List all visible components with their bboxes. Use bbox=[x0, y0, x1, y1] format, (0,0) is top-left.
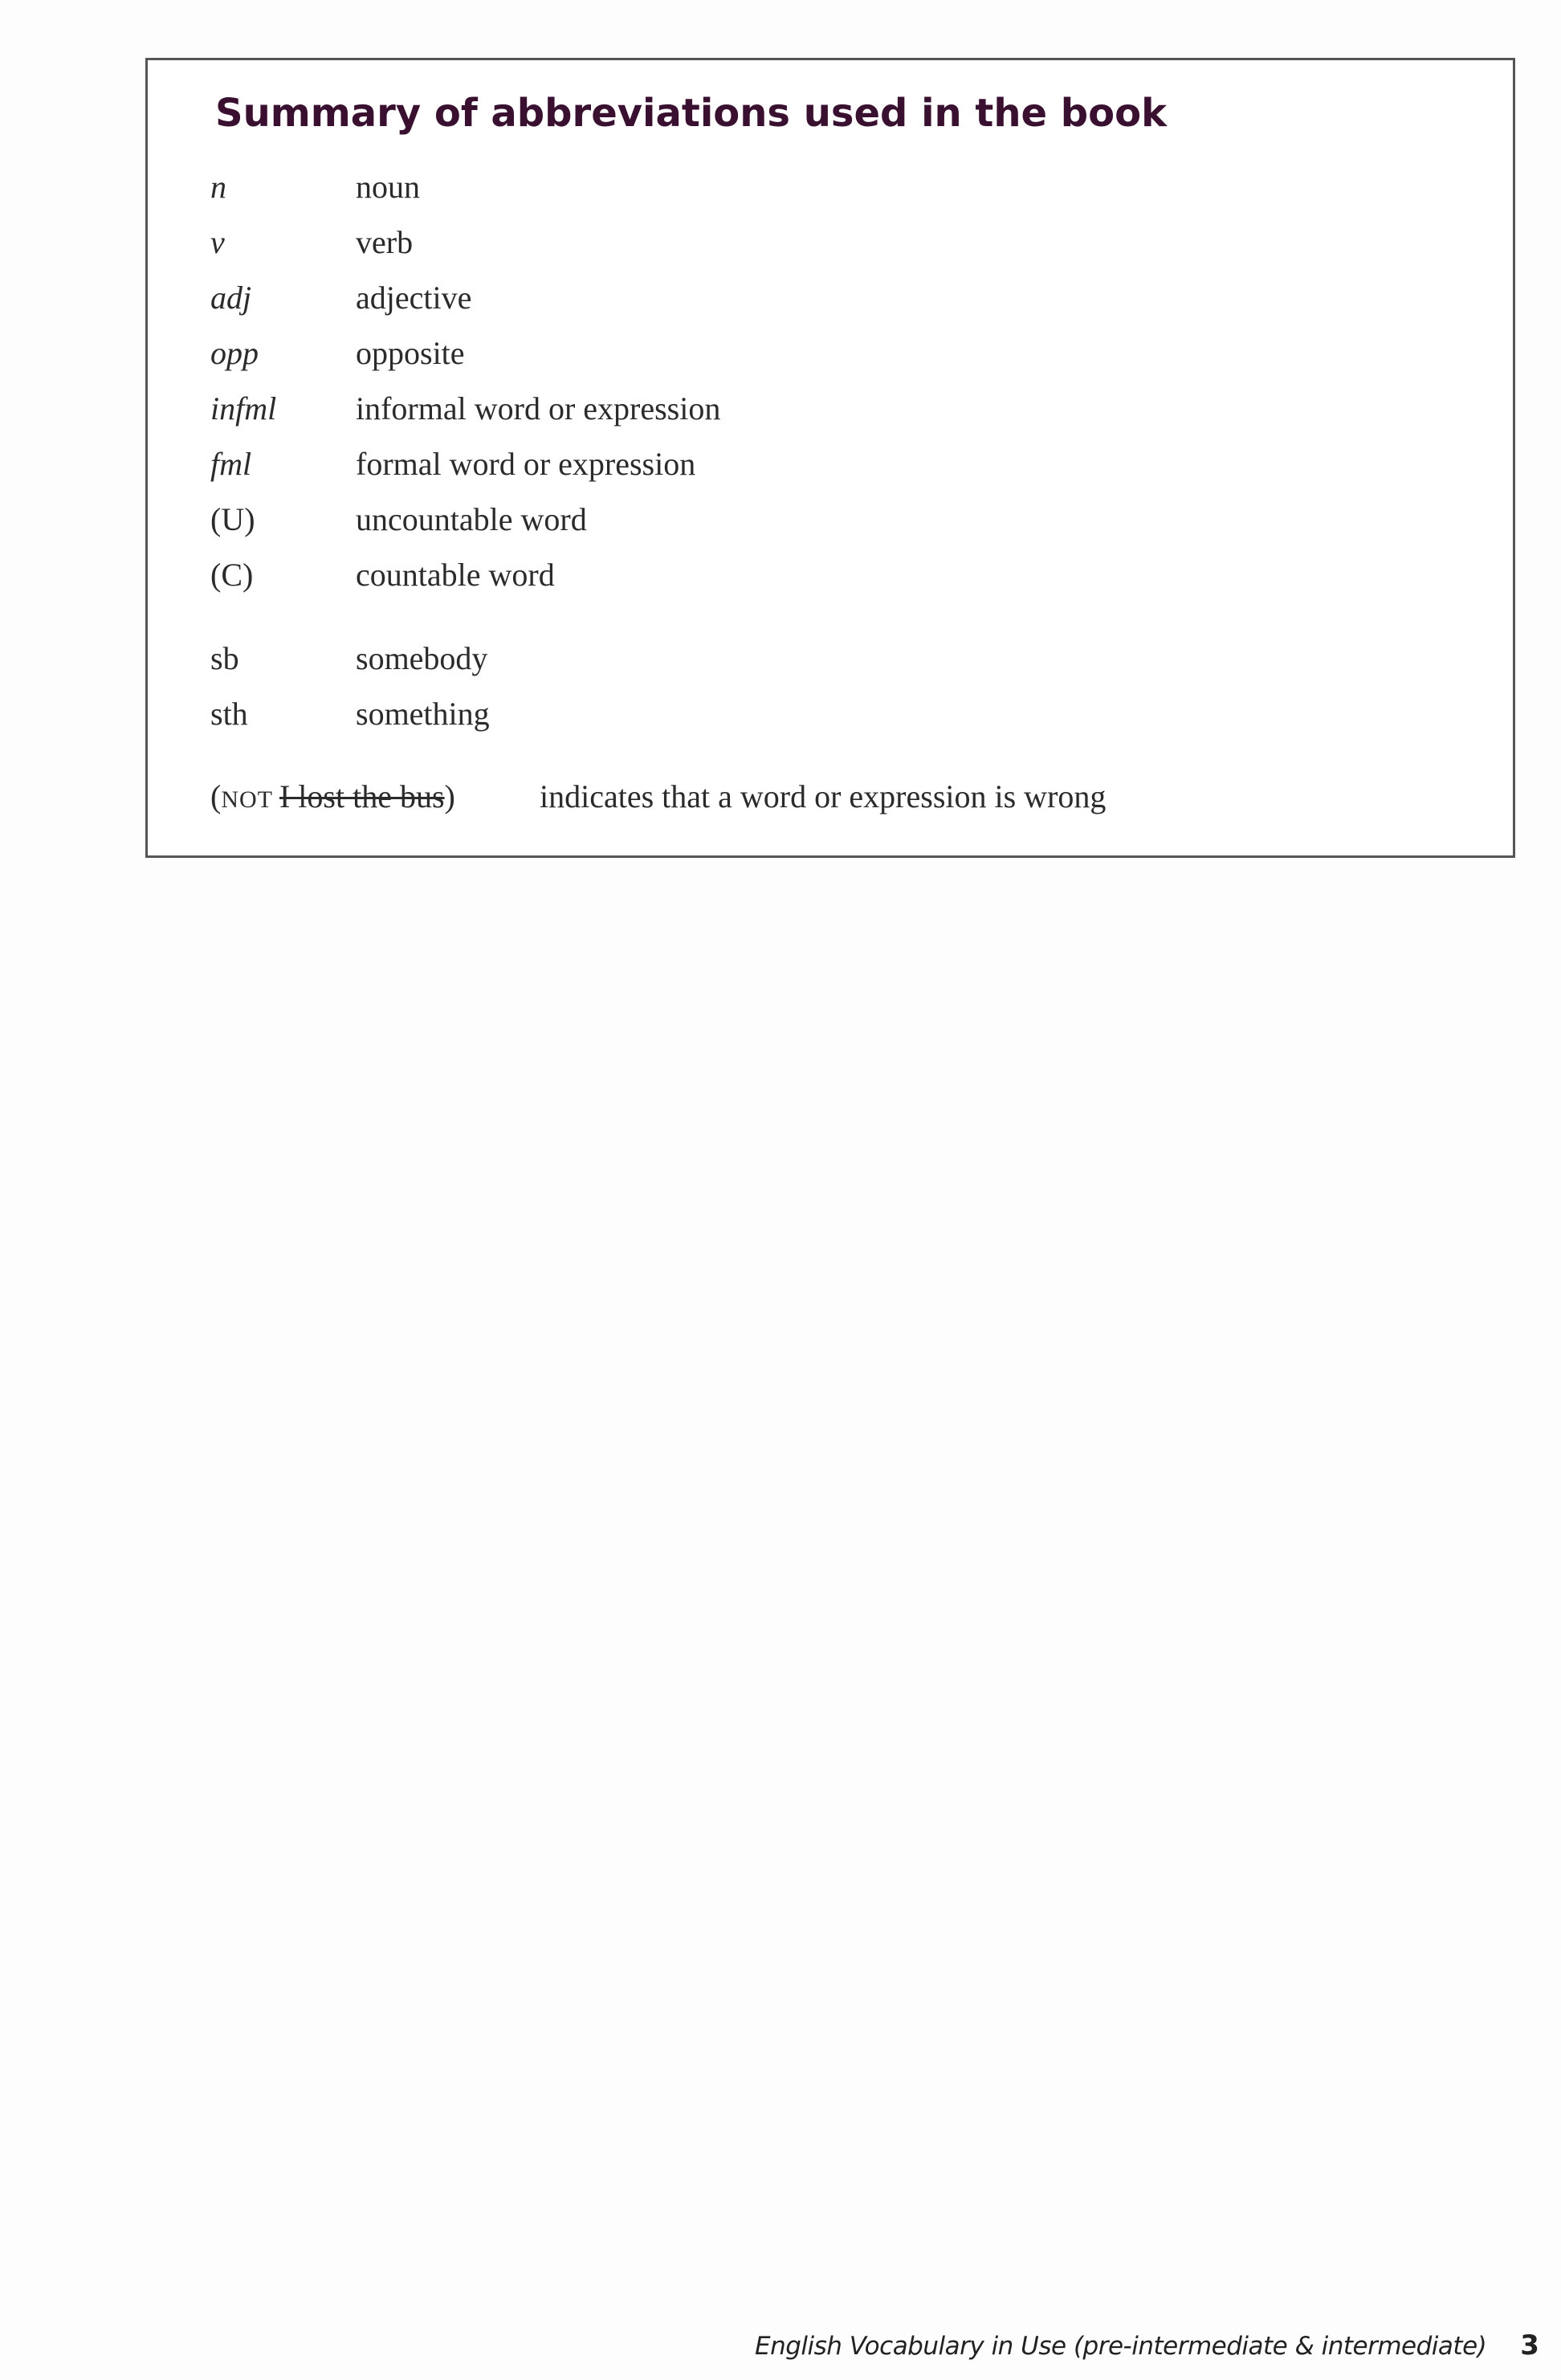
not-word: NOT bbox=[221, 786, 273, 813]
abbreviation-meaning: somebody bbox=[356, 640, 488, 676]
abbreviation-term: fml bbox=[210, 446, 252, 482]
abbreviation-term: sth bbox=[210, 696, 248, 732]
abbreviation-meaning: verb bbox=[356, 224, 414, 260]
abbreviation-term: (U) bbox=[210, 501, 255, 537]
not-note-meaning: indicates that a word or expression is wrong bbox=[540, 778, 1107, 814]
page-footer bbox=[755, 2329, 1539, 2362]
footer-book-title: English Vocabulary in Use (pre-intermediate & intermediate) bbox=[755, 2332, 1487, 2361]
not-note bbox=[210, 778, 1106, 815]
abbreviation-row-countable bbox=[210, 556, 720, 611]
not-close-paren: ) bbox=[444, 778, 455, 814]
abbreviation-term: v bbox=[210, 224, 225, 260]
abbreviation-row-verb bbox=[210, 223, 720, 279]
abbreviation-term: (C) bbox=[210, 557, 254, 593]
not-example bbox=[210, 778, 540, 815]
abbreviation-meaning: uncountable word bbox=[356, 501, 587, 537]
abbreviation-row-informal bbox=[210, 390, 720, 445]
abbreviation-term: infml bbox=[210, 390, 277, 427]
abbreviation-row-uncountable bbox=[210, 500, 720, 556]
struck-example: I lost the bus bbox=[279, 778, 445, 814]
abbreviation-meaning: noun bbox=[356, 169, 420, 205]
abbreviation-meaning: countable word bbox=[356, 557, 555, 593]
abbreviation-meaning: informal word or expression bbox=[356, 390, 721, 427]
abbreviations-box bbox=[145, 58, 1515, 858]
abbreviation-row-opposite bbox=[210, 334, 720, 390]
abbreviation-meaning: opposite bbox=[356, 335, 465, 371]
abbreviation-row-somebody bbox=[210, 639, 720, 695]
abbreviation-row-formal bbox=[210, 445, 720, 500]
abbreviation-meaning: adjective bbox=[356, 280, 472, 316]
not-open-paren: ( bbox=[210, 778, 222, 814]
abbreviation-row-adjective bbox=[210, 279, 720, 334]
abbreviation-term: sb bbox=[210, 640, 239, 676]
page-number: 3 bbox=[1520, 2329, 1539, 2362]
abbreviation-term: adj bbox=[210, 280, 252, 316]
abbreviation-row-something bbox=[210, 695, 720, 750]
abbreviation-term: opp bbox=[210, 335, 259, 371]
abbreviation-list bbox=[210, 168, 720, 750]
abbreviation-row-noun bbox=[210, 168, 720, 223]
box-title: Summary of abbreviations used in the book bbox=[215, 91, 1168, 136]
abbreviation-meaning: formal word or expression bbox=[356, 446, 696, 482]
abbreviation-term: n bbox=[210, 169, 226, 205]
abbreviation-meaning: something bbox=[356, 696, 490, 732]
